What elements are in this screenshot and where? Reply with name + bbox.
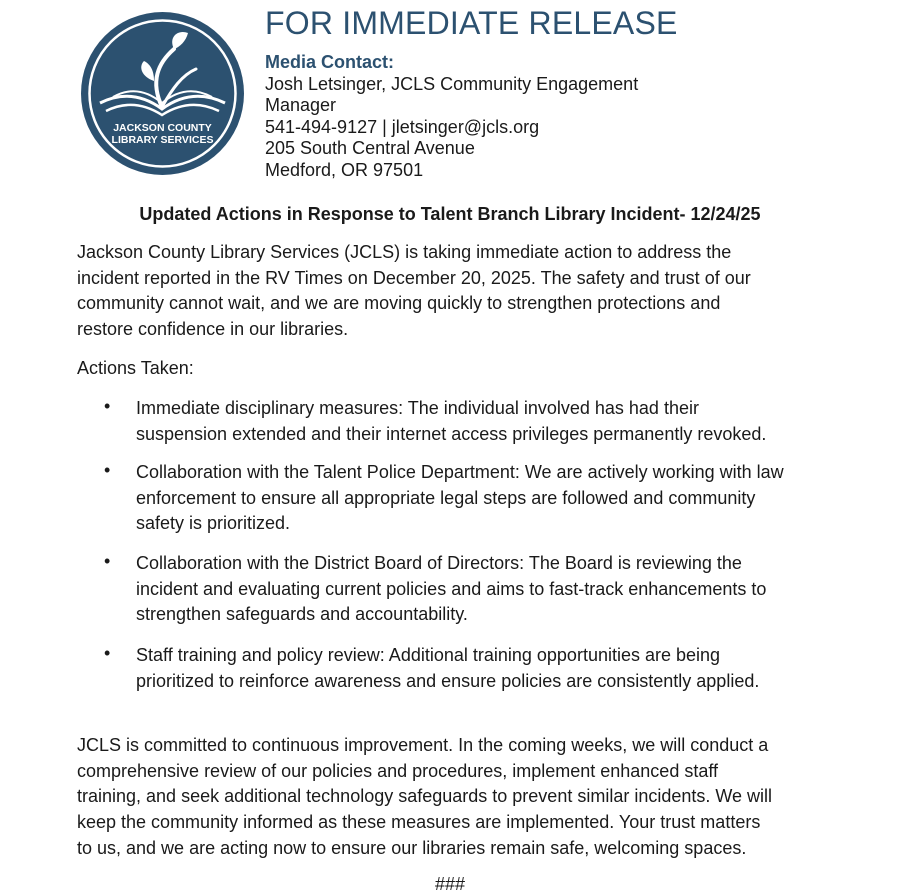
text-line: keep the community informed as these measures are implemented. Your trust matters [77, 812, 761, 833]
text-line: incident and evaluating current policies and aims to fast-track enhancements to [136, 578, 767, 599]
contact-title-line: Manager [265, 95, 337, 115]
list-item-text [136, 551, 766, 628]
bullet-marker: • [104, 643, 111, 663]
contact-name-line: Josh Letsinger, JCLS Community Engagement [265, 73, 639, 94]
bullet-marker: • [104, 551, 111, 571]
list-item-text [136, 396, 766, 447]
text-line: Collaboration with the Talent Police Department: We are actively working with law [136, 462, 784, 482]
intro-paragraph [77, 240, 857, 343]
logo-text-line2: LIBRARY SERVICES [111, 134, 214, 146]
text-line: Jackson County Library Services (JCLS) is taking immediate action to address the [77, 242, 732, 262]
bullet-marker: • [104, 460, 111, 480]
text-line: strengthen safeguards and accountability. [136, 604, 468, 625]
headline: Updated Actions in Response to Talent Branch Library Incident- 12/24/25 [139, 204, 761, 224]
text-line: to us, and we are acting now to ensure our libraries remain safe, welcoming spaces. [77, 837, 747, 858]
text-line: Immediate disciplinary measures: The individual involved has had their [136, 398, 699, 418]
media-contact-block [265, 52, 638, 181]
release-title: FOR IMMEDIATE RELEASE [265, 5, 678, 41]
jcls-logo [80, 11, 245, 176]
contact-address-line: 205 South Central Avenue [265, 138, 475, 158]
logo-text-line1: JACKSON COUNTY [113, 122, 212, 134]
text-line: safety is prioritized. [136, 513, 291, 534]
text-line: enforcement to ensure all appropriate legal steps are followed and community [136, 487, 756, 508]
text-line: restore confidence in our libraries. [77, 319, 349, 340]
list-item-text [136, 460, 784, 537]
text-line: training, and seek additional technology safeguards to prevent similar incidents. We will [77, 786, 773, 807]
text-line: prioritized to reinforce awareness and ensure policies are consistently applied. [136, 670, 760, 691]
text-line: suspension extended and their internet access privileges permanently revoked. [136, 423, 767, 444]
text-line: Collaboration with the District Board of Directors: The Board is reviewing the [136, 553, 742, 573]
list-item-text [136, 643, 759, 694]
bullet-marker: • [104, 396, 111, 416]
text-line: community cannot wait, and we are moving quickly to strengthen protections and [77, 293, 721, 314]
actions-heading: Actions Taken: [77, 358, 194, 378]
text-line: comprehensive review of our policies and procedures, implement enhanced staff [77, 760, 719, 781]
media-contact-heading: Media Contact: [265, 52, 395, 72]
closing-paragraph [77, 733, 857, 862]
end-of-release-mark: ### [434, 874, 466, 894]
contact-city-line: Medford, OR 97501 [265, 159, 424, 180]
text-line: Staff training and policy review: Additional training opportunities are being [136, 645, 721, 665]
text-line: incident reported in the RV Times on December 20, 2025. The safety and trust of our [77, 267, 751, 288]
contact-phone-email-line: 541-494-9127 | jletsinger@jcls.org [265, 116, 540, 137]
text-line: JCLS is committed to continuous improvement. In the coming weeks, we will conduct a [77, 735, 769, 755]
